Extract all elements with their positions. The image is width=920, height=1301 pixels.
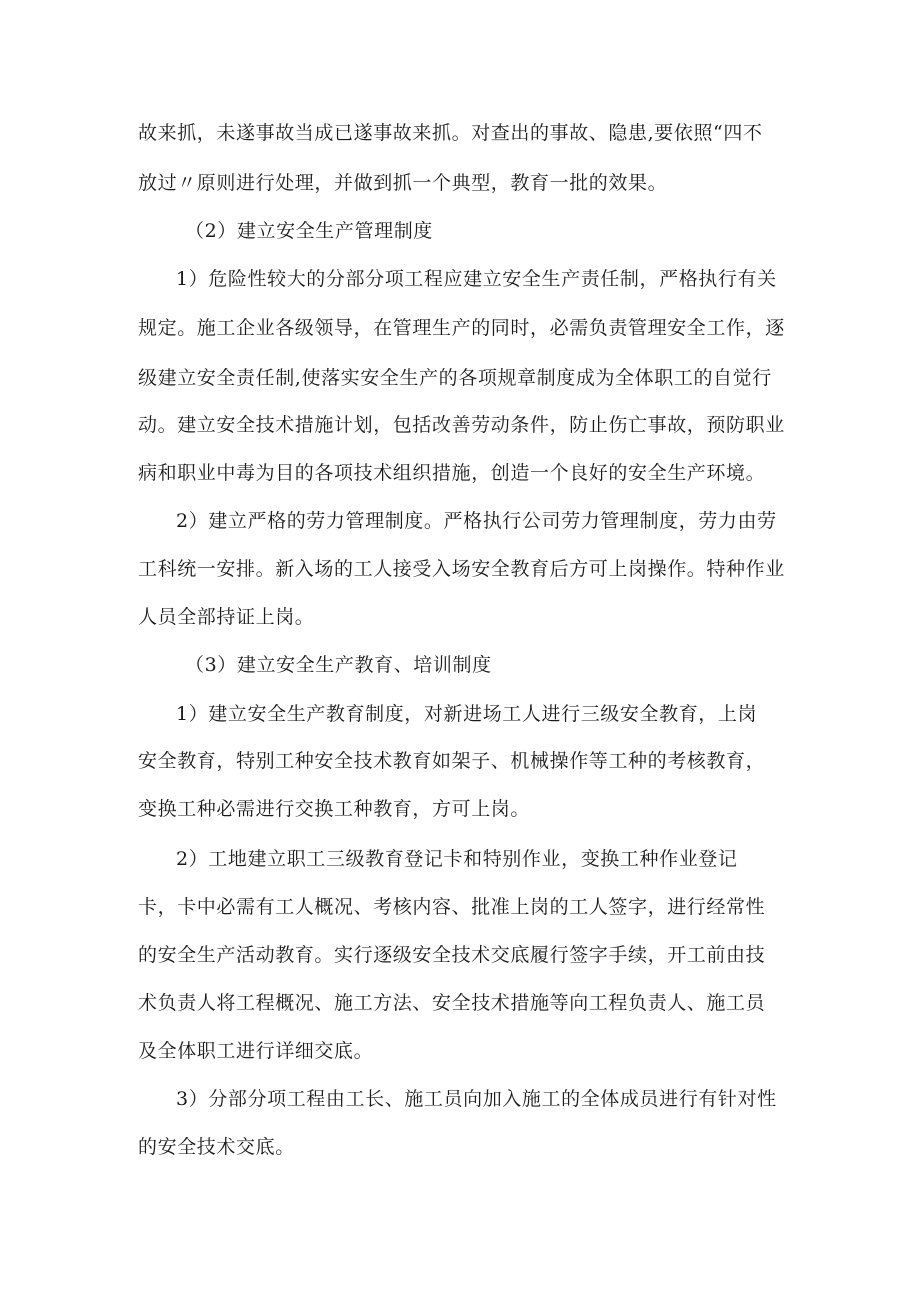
text-line-19: 术负责人将工程概况、施工方法、安全技术措施等向工程负责人、施工员 xyxy=(138,992,766,1014)
section-heading-3: （3）建立安全生产教育、培训制度 xyxy=(185,654,492,676)
text-line-11: 人员全部持证上岗。 xyxy=(138,606,315,628)
text-line-13: 1）建立安全生产教育制度，对新进场工人进行三级安全教育，上岗 xyxy=(176,703,758,725)
text-line-22: 的安全技术交底。 xyxy=(138,1136,295,1158)
text-line-2: 放过〃原则进行处理，并做到抓一个典型，教育一批的效果。 xyxy=(138,172,668,194)
text-line-20: 及全体职工进行详细交底。 xyxy=(138,1040,374,1062)
text-line-6: 级建立安全责任制,使落实安全生产的各项规章制度成为全体职工的自觉行 xyxy=(138,367,772,389)
text-line-21: 3）分部分项工程由工长、施工员向加入施工的全体成员进行有针对性 xyxy=(176,1088,777,1110)
text-line-16: 2）工地建立职工三级教育登记卡和特别作业，变换工种作业登记 xyxy=(176,848,738,870)
text-line-10: 工科统一安排。新入场的工人接受入场安全教育后方可上岗操作。特种作业 xyxy=(138,558,785,580)
text-line-8: 病和职业中毒为目的各项技术组织措施，创造一个良好的安全生产环境。 xyxy=(138,462,766,484)
text-line-14: 安全教育，特别工种安全技术教育如架子、机械操作等工种的考核教育， xyxy=(138,750,766,772)
text-line-15: 变换工种必需进行交换工种教育，方可上岗。 xyxy=(138,798,531,820)
text-line-18: 的安全生产活动教育。实行逐级安全技术交底履行签字手续，开工前由技 xyxy=(138,944,766,966)
text-line-9: 2）建立严格的劳力管理制度。严格执行公司劳力管理制度，劳力由劳 xyxy=(176,510,777,532)
text-line-17: 卡，卡中必需有工人概况、考核内容、批准上岗的工人签字，进行经常性 xyxy=(138,896,766,918)
text-line-5: 规定。施工企业各级领导，在管理生产的同时，必需负责管理安全工作，逐 xyxy=(138,317,785,339)
text-line-7: 动。建立安全技术措施计划，包括改善劳动条件，防止伤亡事故，预防职业 xyxy=(138,414,785,436)
text-line-4: 1）危险性较大的分部分项工程应建立安全生产责任制，严格执行有关 xyxy=(176,268,777,290)
section-heading-2: （2）建立安全生产管理制度 xyxy=(185,220,433,242)
text-line-1: 故来抓，未遂事故当成已遂事故来抓。对查出的事故、隐患,要依照“四不 xyxy=(138,122,763,144)
